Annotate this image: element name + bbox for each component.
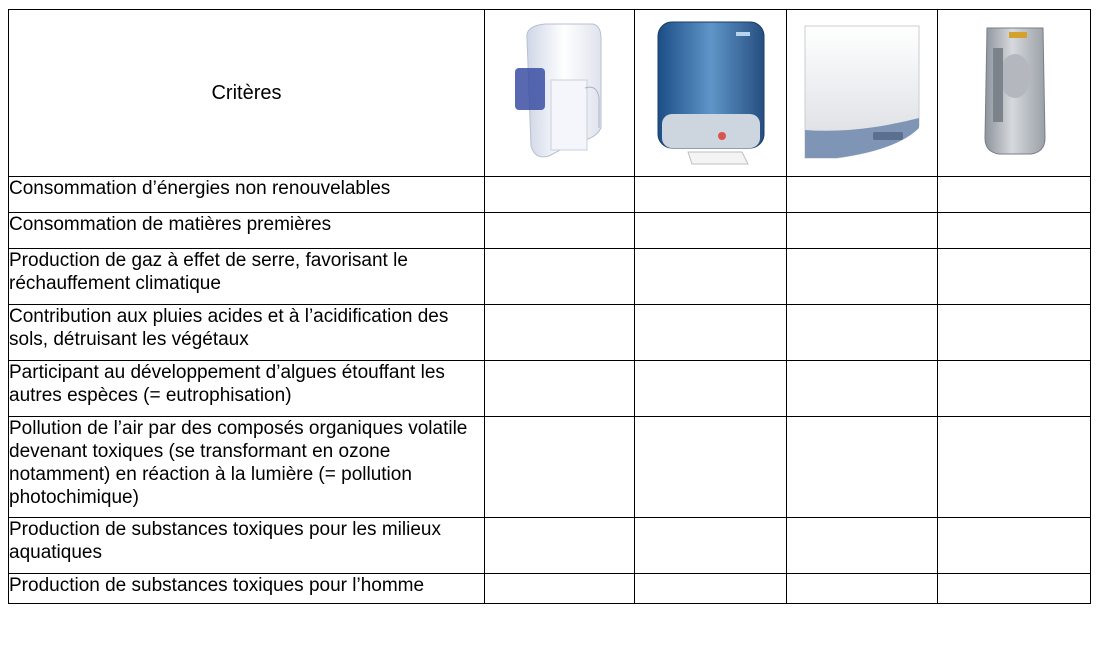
criteria-header: Critères — [9, 10, 485, 177]
criteria-label: Production de gaz à effet de serre, favorisant le réchauffement climatique — [9, 249, 485, 305]
criteria-label: Contribution aux pluies acides et à l’acidification des sols, détruisant les végétaux — [9, 305, 485, 361]
rating-cell — [938, 361, 1091, 417]
header-row — [9, 10, 1091, 177]
rating-cell — [938, 305, 1091, 361]
criteria-label: Pollution de l’air par des composés organiques volatile devenant toxiques (se transformant en ozone notamment) en réaction à la lumière (= pollution photochimique) — [9, 417, 485, 518]
rating-cell — [635, 213, 787, 249]
rating-cell — [485, 305, 635, 361]
product-header-3 — [787, 10, 938, 177]
rating-cell — [485, 417, 635, 518]
hand-dryer-white-icon — [797, 18, 927, 168]
criteria-row — [9, 361, 1091, 417]
rating-cell — [787, 305, 938, 361]
rating-cell — [787, 177, 938, 213]
rating-cell — [635, 417, 787, 518]
rating-cell — [485, 361, 635, 417]
rating-cell — [485, 213, 635, 249]
criteria-row — [9, 213, 1091, 249]
rating-cell — [938, 518, 1091, 574]
rating-cell — [938, 249, 1091, 305]
criteria-label: Production de substances toxiques pour l’homme — [9, 574, 485, 604]
criteria-row — [9, 249, 1091, 305]
criteria-row — [9, 518, 1091, 574]
rating-cell — [787, 574, 938, 604]
rating-cell — [635, 177, 787, 213]
criteria-comparison-table — [8, 9, 1091, 604]
product-header-4 — [938, 10, 1091, 177]
rating-cell — [485, 249, 635, 305]
rating-cell — [485, 177, 635, 213]
criteria-row — [9, 574, 1091, 604]
criteria-label: Participant au développement d’algues étouffant les autres espèces (= eutrophisation) — [9, 361, 485, 417]
rating-cell — [485, 518, 635, 574]
rating-cell — [635, 361, 787, 417]
rating-cell — [485, 574, 635, 604]
rating-cell — [938, 417, 1091, 518]
rating-cell — [787, 417, 938, 518]
criteria-label: Consommation de matières premières — [9, 213, 485, 249]
rating-cell — [635, 574, 787, 604]
rating-cell — [787, 361, 938, 417]
criteria-label: Production de substances toxiques pour les milieux aquatiques — [9, 518, 485, 574]
product-header-2 — [635, 10, 787, 177]
rating-cell — [635, 249, 787, 305]
criteria-row — [9, 177, 1091, 213]
rating-cell — [787, 213, 938, 249]
criteria-row — [9, 417, 1091, 518]
rating-cell — [938, 213, 1091, 249]
rating-cell — [787, 249, 938, 305]
rating-cell — [787, 518, 938, 574]
criteria-row — [9, 305, 1091, 361]
rating-cell — [938, 574, 1091, 604]
paper-towel-dispenser-blue-icon — [650, 18, 772, 168]
hand-dryer-blade-icon — [969, 18, 1059, 168]
rating-cell — [635, 518, 787, 574]
rating-cell — [635, 305, 787, 361]
criteria-label: Consommation d’énergies non renouvelables — [9, 177, 485, 213]
product-header-1 — [485, 10, 635, 177]
rating-cell — [938, 177, 1091, 213]
paper-towel-dispenser-white-icon — [505, 18, 615, 168]
